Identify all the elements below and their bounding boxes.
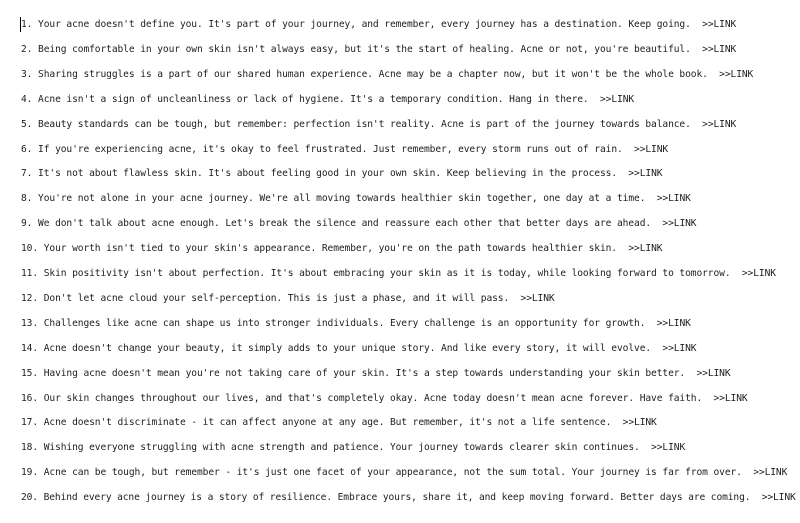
text-line bbox=[21, 43, 736, 57]
line-number: 10. bbox=[21, 243, 39, 255]
line-number: 12. bbox=[21, 292, 39, 304]
text-line bbox=[21, 466, 787, 480]
line-text: Wishing everyone struggling with acne strength and patience. Your journey towards clearer skin continues. bbox=[43, 442, 640, 454]
link-marker[interactable]: >>LINK bbox=[656, 317, 691, 329]
line-text: Our skin changes throughout our lives, and that's completely okay. Acne today doesn't mean acne forever. Have faith. bbox=[43, 392, 703, 404]
text-line bbox=[21, 118, 736, 132]
link-marker[interactable]: >>LINK bbox=[662, 218, 697, 230]
line-text: If you're experiencing acne, it's okay to feel frustrated. Just remember, every storm runs out of rain. bbox=[38, 143, 623, 155]
text-line bbox=[21, 367, 731, 381]
line-text: Skin positivity isn't about perfection. It's about embracing your skin as it is today, while looking forward to tomorrow. bbox=[43, 268, 731, 279]
link-marker[interactable]: >>LINK bbox=[719, 68, 754, 80]
line-text: Acne doesn't discriminate - it can affect anyone at any age. But remember, it's not a life sentence. bbox=[43, 417, 612, 429]
text-line bbox=[21, 267, 776, 281]
line-text: Being comfortable in your own skin isn't always easy, but it's the start of healing. Acne or not, you're beautiful. bbox=[38, 43, 691, 55]
line-text: Behind every acne journey is a story of resilience. Embrace yours, share it, and keep moving forward. Better days are coming. bbox=[43, 492, 751, 504]
link-marker[interactable]: >>LINK bbox=[753, 467, 788, 479]
link-marker[interactable]: >>LINK bbox=[702, 19, 737, 30]
line-number: 18. bbox=[21, 442, 39, 454]
line-number: 15. bbox=[21, 367, 39, 379]
line-number: 2. bbox=[21, 43, 33, 55]
line-text: Beauty standards can be tough, but remember: perfection isn't reality. Acne is part of the journey towards balance. bbox=[38, 118, 691, 130]
line-text: Acne doesn't change your beauty, it simply adds to your unique story. And like every story, it will evolve. bbox=[43, 342, 652, 354]
line-number: 7. bbox=[21, 168, 33, 180]
link-marker[interactable]: >>LINK bbox=[628, 243, 663, 255]
line-number: 14. bbox=[21, 342, 39, 354]
link-marker[interactable]: >>LINK bbox=[622, 417, 657, 429]
text-line bbox=[21, 342, 696, 356]
text-line bbox=[21, 292, 555, 306]
link-marker[interactable]: >>LINK bbox=[520, 292, 555, 304]
line-number: 17. bbox=[21, 417, 39, 429]
line-number: 13. bbox=[21, 317, 39, 329]
line-number: 19. bbox=[21, 467, 39, 479]
text-line bbox=[21, 192, 691, 206]
line-number: 20. bbox=[21, 492, 38, 504]
line-text: Don't let acne cloud your self-perception. This is just a phase, and it will pass. bbox=[43, 292, 510, 304]
line-number: 16. bbox=[21, 392, 39, 404]
line-text: Your worth isn't tied to your skin's appearance. Remember, you're on the path towards healthier skin. bbox=[43, 243, 617, 255]
line-text: Acne can be tough, but remember - it's just one facet of your appearance, not the sum total. Your journey is far from over. bbox=[43, 467, 742, 479]
line-text: Your acne doesn't define you. It's part of your journey, and remember, every journey has a destination. Keep going. bbox=[38, 19, 691, 30]
link-marker[interactable]: >>LINK bbox=[702, 43, 737, 55]
link-marker[interactable]: >>LINK bbox=[656, 193, 691, 205]
line-text: Acne isn't a sign of uncleanliness or lack of hygiene. It's a temporary condition. Hang in there. bbox=[38, 93, 589, 105]
line-text: Having acne doesn't mean you're not taking care of your skin. It's a step towards understanding your skin better. bbox=[43, 367, 686, 379]
text-line bbox=[21, 317, 691, 331]
text-line bbox=[21, 441, 685, 455]
line-number: 5. bbox=[21, 118, 33, 130]
link-marker[interactable]: >>LINK bbox=[761, 492, 796, 504]
link-marker[interactable]: >>LINK bbox=[741, 268, 776, 279]
link-marker[interactable]: >>LINK bbox=[651, 442, 686, 454]
text-line bbox=[21, 416, 657, 430]
line-text: Challenges like acne can shape us into stronger individuals. Every challenge is an opportunity for growth. bbox=[43, 317, 646, 329]
link-marker[interactable]: >>LINK bbox=[662, 342, 697, 354]
text-line bbox=[21, 143, 668, 157]
link-marker[interactable]: >>LINK bbox=[702, 118, 737, 130]
text-line bbox=[21, 68, 753, 82]
text-line bbox=[21, 392, 748, 406]
line-number: 11. bbox=[21, 268, 39, 279]
text-line bbox=[21, 167, 662, 181]
line-text: We don't talk about acne enough. Let's break the silence and reassure each other that better days are ahead. bbox=[38, 218, 652, 230]
link-marker[interactable]: >>LINK bbox=[599, 93, 635, 105]
line-text: You're not alone in your acne journey. We're all moving towards healthier skin together, one day at a time. bbox=[38, 193, 646, 205]
line-text: Sharing struggles is a part of our shared human experience. Acne may be a chapter now, but it won't be the whole book. bbox=[38, 68, 708, 80]
line-number: 9. bbox=[21, 218, 33, 230]
line-number: 4. bbox=[21, 93, 33, 105]
text-line bbox=[21, 242, 662, 256]
link-marker[interactable]: >>LINK bbox=[628, 168, 663, 180]
link-marker[interactable]: >>LINK bbox=[634, 143, 669, 155]
line-number: 1. bbox=[21, 19, 33, 30]
text-line bbox=[21, 18, 736, 32]
link-marker[interactable]: >>LINK bbox=[696, 367, 731, 379]
text-line bbox=[21, 217, 696, 231]
line-number: 8. bbox=[21, 193, 33, 205]
text-line bbox=[21, 93, 634, 107]
line-number: 6. bbox=[21, 143, 33, 155]
link-marker[interactable]: >>LINK bbox=[713, 392, 748, 404]
line-number: 3. bbox=[21, 68, 33, 80]
line-text: It's not about flawless skin. It's about feeling good in your own skin. Keep believing in the process. bbox=[38, 168, 617, 180]
text-line bbox=[21, 491, 796, 505]
